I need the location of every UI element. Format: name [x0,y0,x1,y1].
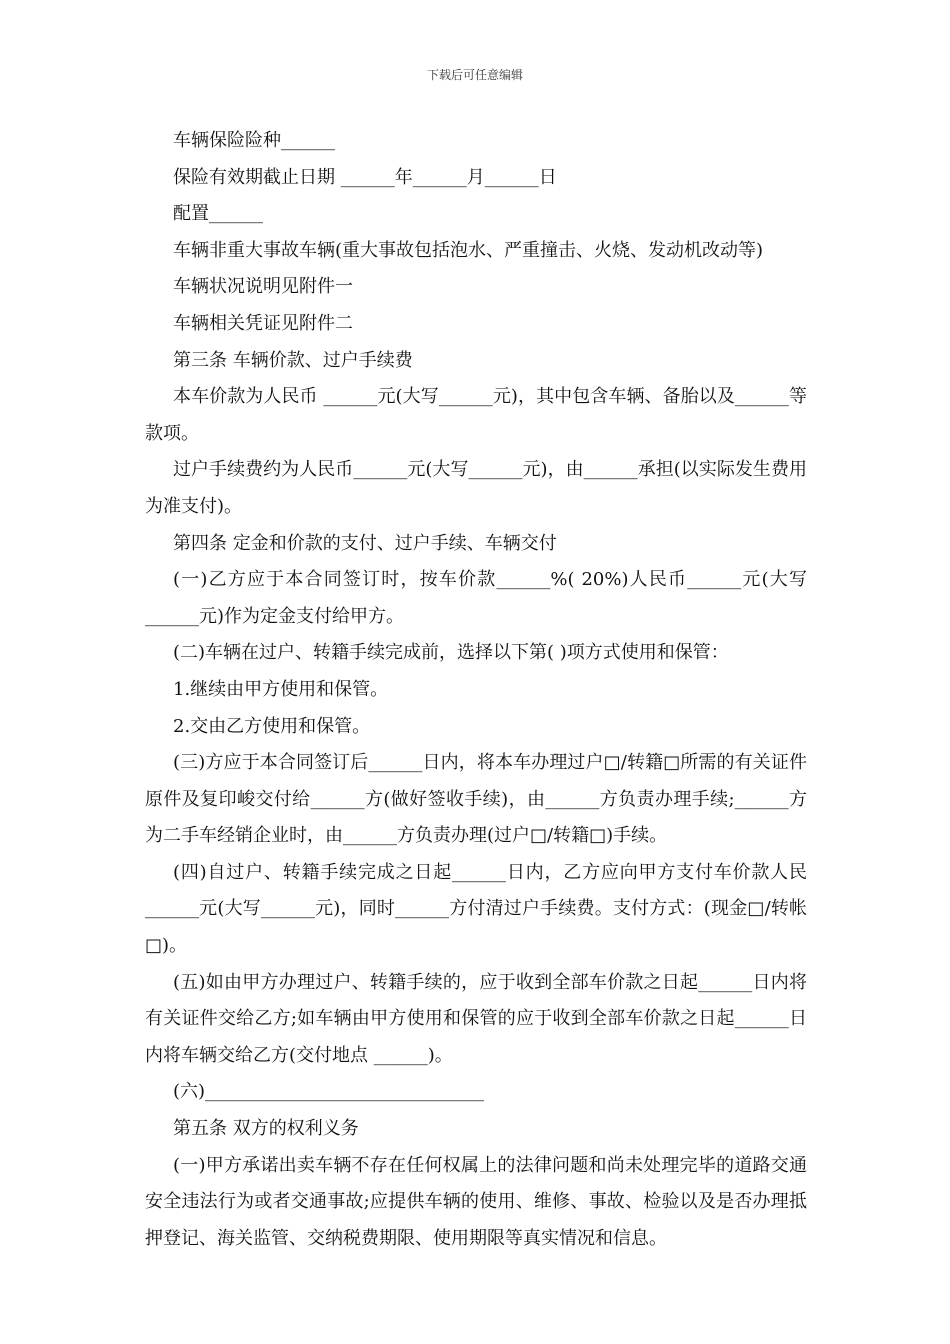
page-header: 下载后可任意编辑 [426,68,523,82]
contract-body [145,123,807,1257]
clause-4-1-paragraph: (一)乙方应于本合同签订时，按车价款______%( 20%)人民币______元(大写______元)作为定金支付给甲方。 [145,569,807,627]
clause-5-1-paragraph: (一)甲方承诺出卖车辆不存在任何权属上的法律问题和尚未处理完毕的道路交通安全违法行为或者交通事故;应提供车辆的使用、维修、事故、检验以及是否办理抵押登记、海关监管、交纳税费期限、使用期限等真实情况和信息。 [145,1154,807,1249]
insurance-type-line: 车辆保险险种______ [173,130,335,151]
clause-4-4-paragraph: (四)自过户、转籍手续完成之日起______日内，乙方应向甲方支付车价款人民______元(大写______元)，同时______方付清过户手续费。支付方式：(现金□/转帐□)。 [145,861,807,957]
article-4-heading: 第四条 定金和价款的支付、过户手续、车辆交付 [173,532,557,554]
configuration-line: 配置______ [173,203,263,225]
option-1-line: 1.继续由甲方使用和保管。 [173,678,389,700]
option-2-line: 2.交由乙方使用和保管。 [173,715,371,737]
vehicle-condition-line: 车辆状况说明见附件一 [173,276,353,298]
clause-4-2-paragraph: (二)车辆在过户、转籍手续完成前，选择以下第( )项方式使用和保管： [173,642,729,664]
vehicle-price-paragraph: 本车价款为人民币 ______元(大写______元)，其中包含车辆、备胎以及______等款项。 [145,386,807,444]
vehicle-documents-line: 车辆相关凭证见附件二 [173,312,353,334]
non-major-accident-line: 车辆非重大事故车辆(重大事故包括泡水、严重撞击、火烧、发动机改动等) [173,239,764,261]
clause-4-3-paragraph: (三)方应于本合同签订后______日内，将本车办理过户□/转籍□所需的有关证件原件及复印峻交付给______方(做好签收手续)，由______方负责办理手续;______方为二手车经销企业时，由______方负责办理(过户□/转籍□)手续。 [145,752,807,847]
insurance-expiry-line: 保险有效期截止日期 ______年______月______日 [173,166,557,188]
transfer-fee-paragraph: 过户手续费约为人民币______元(大写______元)，由______承担(以实际发生费用为准支付)。 [145,459,807,517]
article-5-heading: 第五条 双方的权利义务 [173,1118,359,1140]
clause-4-5-paragraph: (五)如由甲方办理过户、转籍手续的，应于收到全部车价款之日起______日内将有关证件交给乙方;如车辆由甲方使用和保管的应于收到全部车价款之日起______日内将车辆交给乙方(交付地点 ______)。 [145,971,807,1066]
clause-4-6-line: (六)_______________________________ [173,1081,485,1103]
article-3-heading: 第三条 车辆价款、过户手续费 [173,349,413,371]
